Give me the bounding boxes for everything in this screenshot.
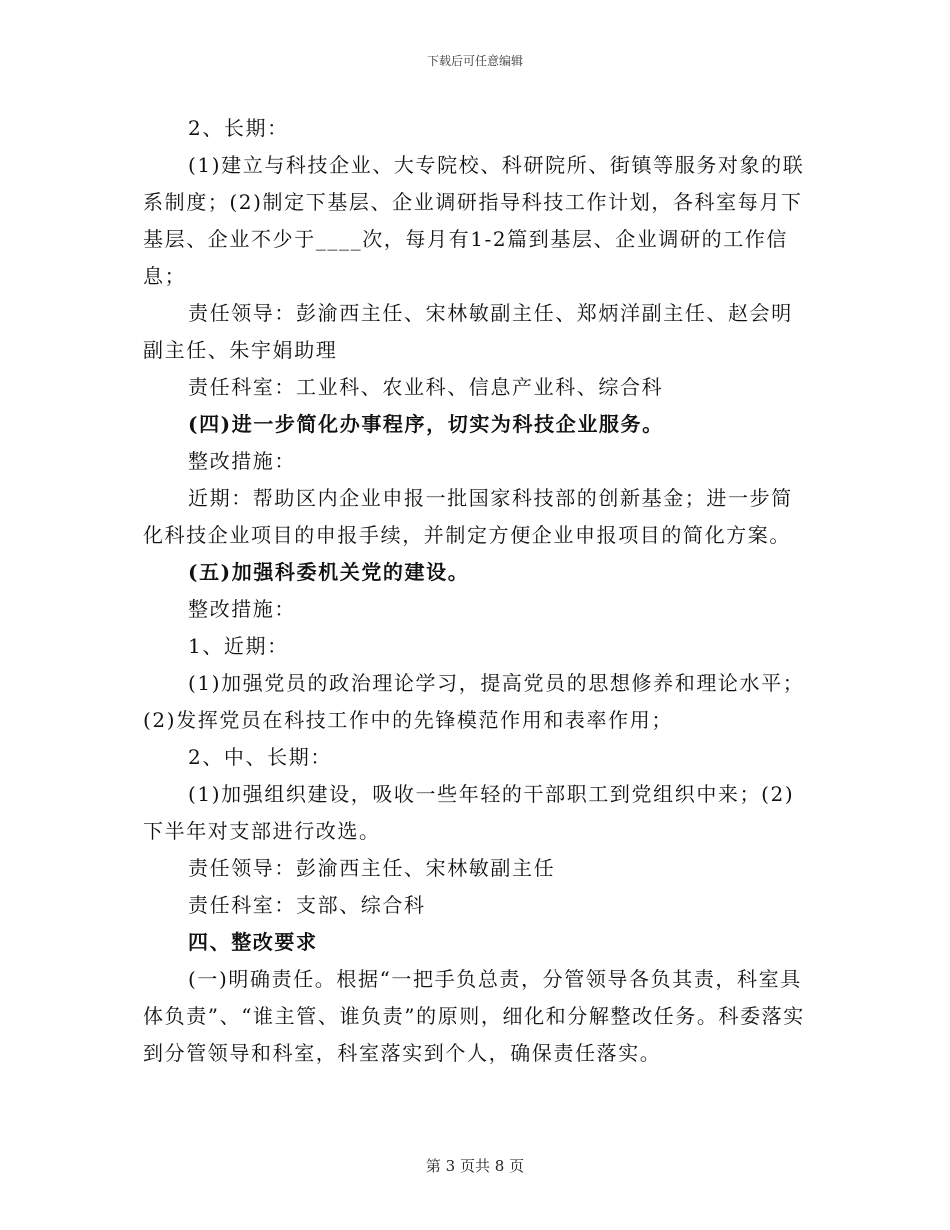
paragraph: 责任科室：工业科、农业科、信息产业科、综合科 bbox=[188, 375, 664, 399]
paragraph: 整改措施： bbox=[188, 449, 296, 473]
paragraph: (1)建立与科技企业、大专院校、科研院所、街镇等服务对象的联系制度；(2)制定下基层、企业调研指导科技工作计划，各科室每月下基层、企业不少于____次，每月有1-2篇到基层、企业调研的工作信息； bbox=[143, 153, 805, 288]
paragraph: 2、长期： bbox=[188, 116, 289, 140]
paragraph: (1)加强党员的政治理论学习，提高党员的思想修养和理论水平；(2)发挥党员在科技工作中的先锋模范作用和表率作用； bbox=[143, 671, 805, 732]
paragraph: 责任科室：支部、综合科 bbox=[188, 893, 426, 917]
paragraph: 责任领导：彭渝西主任、宋林敏副主任 bbox=[188, 856, 556, 880]
paragraph: (1)加强组织建设，吸收一些年轻的干部职工到党组织中来；(2)下半年对支部进行改选。 bbox=[143, 782, 795, 843]
section-heading: 四、整改要求 bbox=[188, 930, 318, 954]
paragraph: 2、中、长期： bbox=[188, 745, 332, 769]
paragraph: 1、近期： bbox=[188, 634, 289, 658]
paragraph: 整改措施： bbox=[188, 597, 296, 621]
section-heading: (四)进一步简化办事程序，切实为科技企业服务。 bbox=[188, 412, 664, 436]
page-header: 下载后可任意编辑 bbox=[426, 54, 523, 68]
paragraph: 近期：帮助区内企业申报一批国家科技部的创新基金；进一步简化科技企业项目的申报手续，并制定方便企业申报项目的简化方案。 bbox=[143, 486, 793, 547]
page-footer: 第 3 页共 8 页 bbox=[425, 1157, 525, 1175]
paragraph: 责任领导：彭渝西主任、宋林敏副主任、郑炳洋副主任、赵会明副主任、朱宇娟助理 bbox=[143, 301, 793, 362]
paragraph: (一)明确责任。根据“一把手负总责，分管领导各负其责，科室具体负责”、“谁主管、谁负责”的原则，细化和分解整改任务。科委落实到分管领导和科室，科室落实到个人，确保责任落实。 bbox=[143, 967, 805, 1065]
section-heading: (五)加强科委机关党的建设。 bbox=[188, 560, 470, 584]
document-body bbox=[143, 110, 808, 1072]
